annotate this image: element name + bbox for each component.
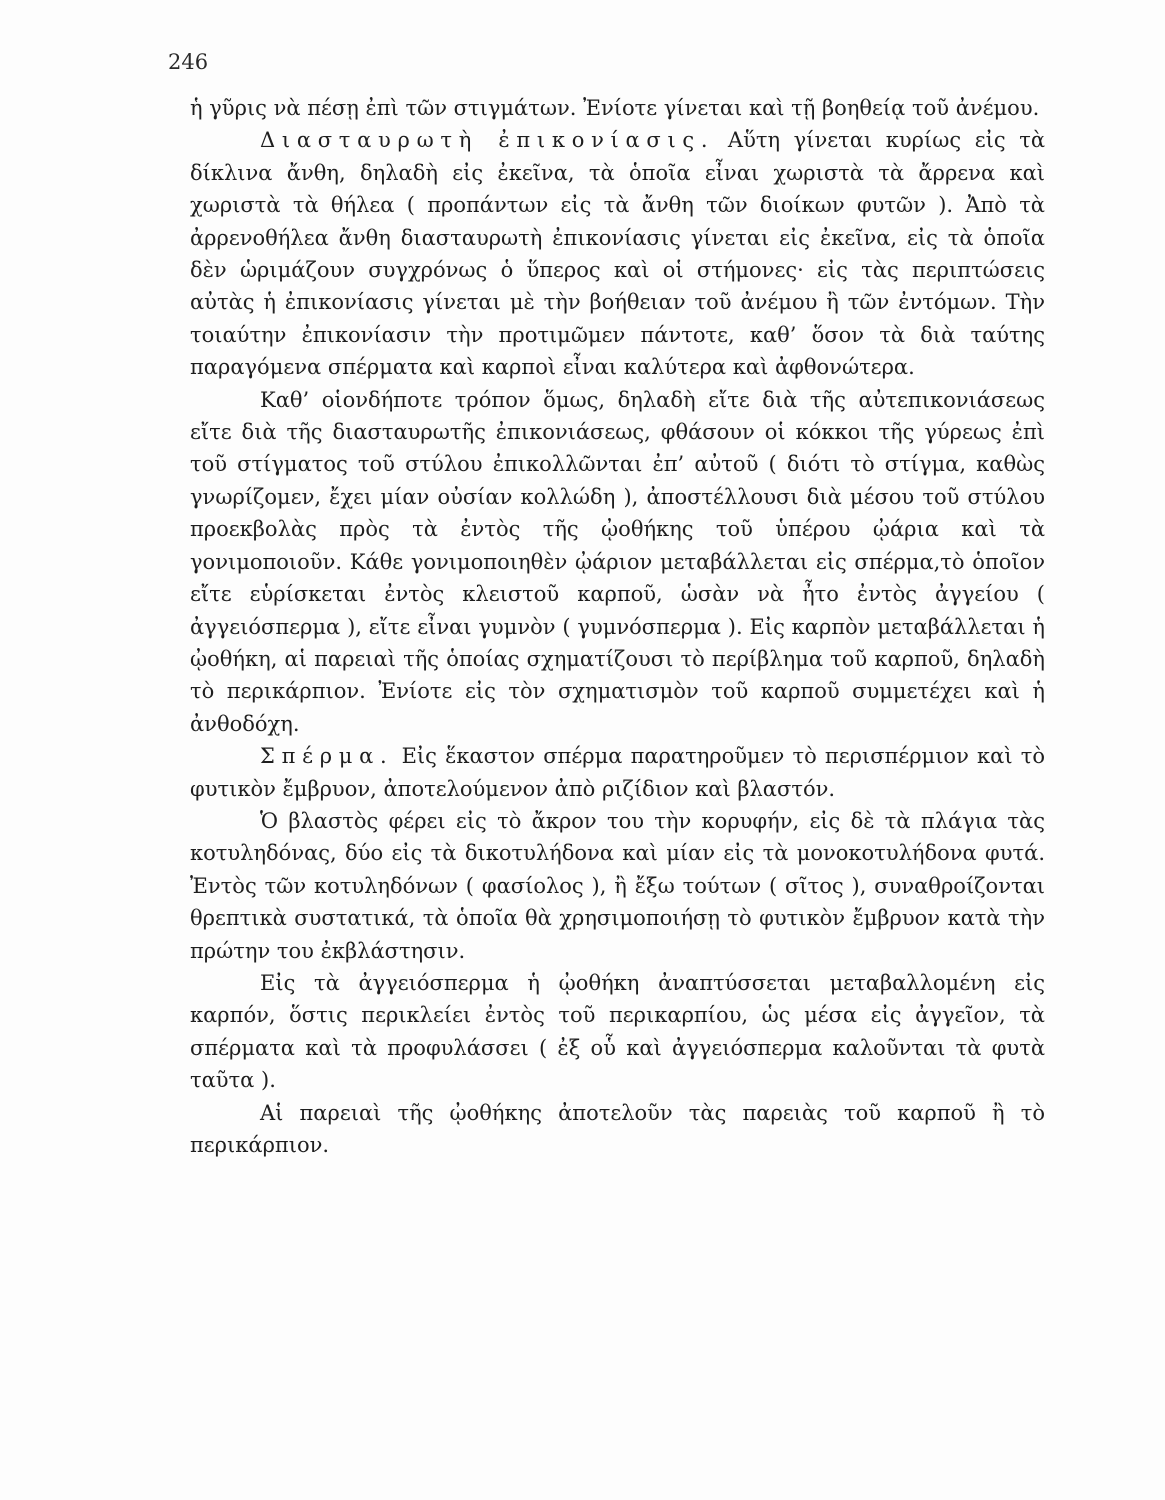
paragraph-6-text: Εἰς τὰ ἀγγειόσπερμα ἡ ᾠοθήκη ἀναπτύσσεται μεταβαλλομένη εἰς καρπόν, ὅστις περικλείει ἐντὸς τοῦ περικαρπίου, ὡς μέσα εἰς ἀγγεῖον, τὰ σπέρματα καὶ τὰ προφυλάσσει ( ἐξ οὗ καὶ ἀγγειόσπερμα καλοῦνται τὰ φυτὰ ταῦτα ).: [190, 970, 1045, 1093]
heading-seed: Σπέρμα.: [260, 744, 394, 769]
page-number: 246: [168, 50, 209, 74]
paragraph-7: [190, 1097, 1045, 1162]
paragraph-3-text: Καθ’ οἱονδήποτε τρόπον ὅμως, δηλαδὴ εἴτε διὰ τῆς αὐτεπικονιάσεως εἴτε διὰ τῆς διασταυρωτῆς ἐπικονιάσεως, φθάσουν οἱ κόκκοι τῆς γύρεως ἐπὶ τοῦ στίγματος τοῦ στύλου ἐπικολλῶνται ἐπ’ αὐτοῦ ( διότι τὸ στίγμα, καθὼς γνωρίζομεν, ἔχει μίαν οὐσίαν κολλώδη ), ἀποστέλλουσι διὰ μέσου τοῦ στύλου προεκβολὰς πρὸς τὰ ἐντὸς τῆς ᾠοθήκης τοῦ ὑπέρου ᾠάρια καὶ τὰ γονιμοποιοῦν. Κάθε γονιμοποιηθὲν ᾠάριον μεταβάλλεται εἰς σπέρμα,τὸ ὁποῖον εἴτε εὑρίσκεται ἐντὸς κλειστοῦ καρποῦ, ὡσὰν νὰ ἦτο ἐντὸς ἀγγείου ( ἀγγειόσπερμα ), εἴτε εἶναι γυμνὸν ( γυμνόσπερμα ). Εἰς καρπὸν μεταβάλλεται ἡ ᾠοθήκη, αἱ παρειαὶ τῆς ὁποίας σχηματίζουσι τὸ περίβλημα τοῦ καρποῦ, δηλαδὴ τὸ περικάρπιον. Ἐνίοτε εἰς τὸν σχηματισμὸν τοῦ καρποῦ συμμετέχει καὶ ἡ ἀνθοδόχη.: [190, 387, 1045, 736]
paragraph-1: [190, 92, 1045, 124]
paragraph-4: [190, 740, 1045, 805]
paragraph-5: [190, 805, 1045, 967]
paragraph-7-text: Αἱ παρειαὶ τῆς ᾠοθήκης ἀποτελοῦν τὰς παρειὰς τοῦ καρποῦ ἢ τὸ περικάρπιον.: [190, 1100, 1045, 1157]
body-text: [190, 92, 1045, 1161]
paragraph-4-text: Εἰς ἕκαστον σπέρμα παρατηροῦμεν τὸ περισπέρμιον καὶ τὸ φυτικὸν ἔμβρυον, ἀποτελούμενον ἀπὸ ριζίδιον καὶ βλαστόν.: [190, 744, 1045, 801]
paragraph-2: [190, 124, 1045, 383]
paragraph-6: [190, 967, 1045, 1097]
paragraph-1-text: ἡ γῦρις νὰ πέσῃ ἐπὶ τῶν στιγμάτων. Ἐνίοτε γίνεται καὶ τῇ βοηθείᾳ τοῦ ἀνέμου.: [190, 96, 1040, 120]
heading-cross-pollination: Διασταυρωτὴ ἐπικονίασις.: [260, 128, 715, 153]
paragraph-5-text: Ὁ βλαστὸς φέρει εἰς τὸ ἄκρον του τὴν κορυφήν, εἰς δὲ τὰ πλάγια τὰς κοτυληδόνας, δύο εἰς τὰ δικοτυλήδονα καὶ μίαν εἰς τὰ μονοκοτυλήδονα φυτά. Ἐντὸς τῶν κοτυληδόνων ( φασίολος ), ἢ ἔξω τούτων ( σῖτος ), συναθροίζονται θρεπτικὰ συστατικά, τὰ ὁποῖα θὰ χρησιμοποιήσῃ τὸ φυτικὸν ἔμβρυον κατὰ τὴν πρώτην του ἐκβλάστησιν.: [190, 808, 1045, 963]
paragraph-2-text: Αὕτη γίνεται κυρίως εἰς τὰ δίκλινα ἄνθη, δηλαδὴ εἰς ἐκεῖνα, τὰ ὁποῖα εἶναι χωριστὰ τὰ ἄρρενα καὶ χωριστὰ τὰ θήλεα ( προπάντων εἰς τὰ ἄνθη τῶν διοίκων φυτῶν ). Ἀπὸ τὰ ἀρρενοθήλεα ἄνθη διασταυρωτὴ ἐπικονίασις γίνεται εἰς ἐκεῖνα, εἰς τὰ ὁποῖα δὲν ὡριμάζουν συγχρόνως ὁ ὕπερος καὶ οἱ στήμονες· εἰς τὰς περιπτώσεις αὐτὰς ἡ ἐπικονίασις γίνεται μὲ τὴν βοήθειαν τοῦ ἀνέμου ἢ τῶν ἐντόμων. Τὴν τοιαύτην ἐπικονίασιν τὴν προτιμῶμεν πάντοτε, καθ’ ὅσον τὰ διὰ ταύτης παραγόμενα σπέρματα καὶ καρποὶ εἶναι καλύτερα καὶ ἀφθονώτερα.: [190, 128, 1045, 380]
paragraph-3: [190, 384, 1045, 740]
